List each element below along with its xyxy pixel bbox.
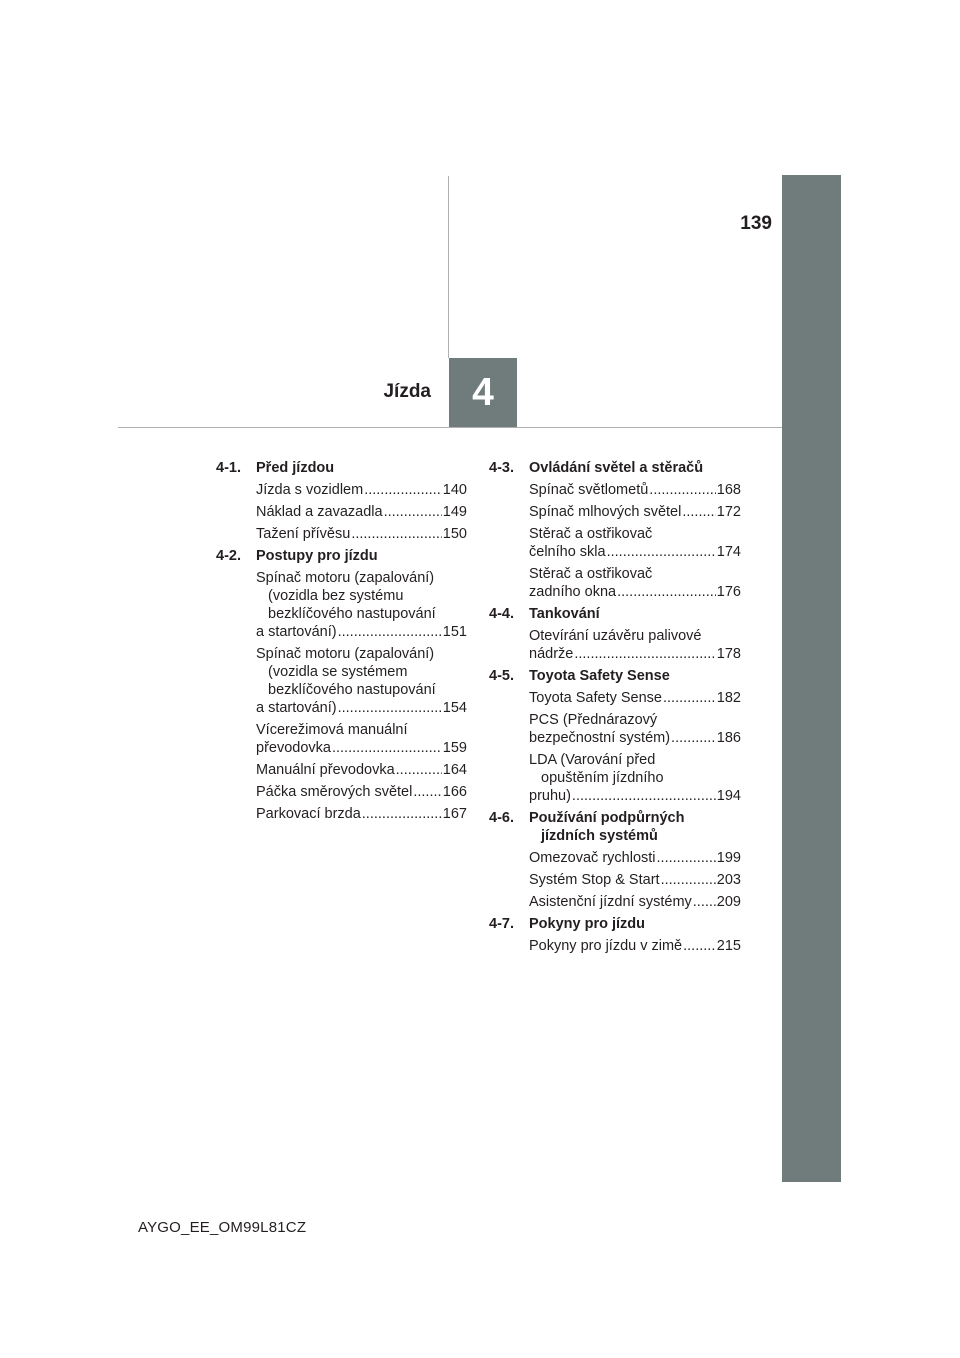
entry-last-line bbox=[529, 893, 741, 911]
section-title-line: Toyota Safety Sense bbox=[529, 668, 670, 684]
entry-page-number: 164 bbox=[442, 762, 467, 778]
toc-entry[interactable] bbox=[529, 893, 741, 911]
dot-leader bbox=[607, 543, 716, 561]
entry-last-line bbox=[529, 937, 741, 955]
entry-text: a startování) bbox=[256, 624, 337, 640]
entry-last-line bbox=[256, 761, 467, 779]
section-heading bbox=[489, 915, 741, 933]
entry-text: zadního okna bbox=[529, 584, 617, 600]
entry-text: čelního skla bbox=[529, 544, 606, 560]
entry-last-line bbox=[256, 739, 467, 757]
page-number: 139 bbox=[740, 213, 772, 234]
dot-leader bbox=[657, 849, 716, 867]
entry-text: Páčka směrových světel bbox=[256, 784, 413, 800]
entry-text: Jízda s vozidlem bbox=[256, 482, 364, 498]
entry-last-line bbox=[529, 849, 741, 867]
toc-entry[interactable] bbox=[529, 937, 741, 955]
section-heading bbox=[489, 605, 741, 623]
entry-last-line bbox=[529, 543, 741, 561]
toc-entry[interactable] bbox=[256, 525, 467, 543]
section-title bbox=[529, 459, 741, 477]
entry-last-line bbox=[256, 783, 467, 801]
entry-text: pruhu) bbox=[529, 788, 571, 804]
dot-leader bbox=[351, 525, 441, 543]
entry-page-number: 150 bbox=[442, 526, 467, 542]
entry-page-number: 178 bbox=[716, 646, 741, 662]
toc-entry[interactable] bbox=[256, 481, 467, 499]
horizontal-divider bbox=[118, 427, 782, 428]
toc-left-column bbox=[216, 459, 467, 827]
section-heading bbox=[216, 459, 467, 477]
entry-text: nádrže bbox=[529, 646, 574, 662]
section-title bbox=[256, 547, 467, 565]
entry-text: Spínač světlometů bbox=[529, 482, 649, 498]
entry-last-line bbox=[256, 623, 467, 641]
entry-page-number: 167 bbox=[442, 806, 467, 822]
toc-entry[interactable] bbox=[529, 871, 741, 889]
toc-entry[interactable] bbox=[529, 565, 741, 601]
entry-page-number: 199 bbox=[716, 850, 741, 866]
entry-page-number: 166 bbox=[442, 784, 467, 800]
section-number: 4-6. bbox=[489, 810, 514, 826]
toc-entry[interactable] bbox=[256, 569, 467, 641]
side-chapter-tab bbox=[782, 175, 841, 1182]
toc-entry[interactable] bbox=[529, 751, 741, 805]
entry-page-number: 151 bbox=[442, 624, 467, 640]
section-number: 4-5. bbox=[489, 668, 514, 684]
section-title-line: Pokyny pro jízdu bbox=[529, 916, 646, 932]
entry-last-line bbox=[256, 481, 467, 499]
entry-last-line bbox=[529, 645, 741, 663]
toc-entry[interactable] bbox=[256, 645, 467, 717]
entry-text: Omezovač rychlosti bbox=[529, 850, 656, 866]
dot-leader bbox=[396, 761, 442, 779]
section-title bbox=[529, 809, 741, 845]
chapter-title: Jízda bbox=[383, 381, 431, 402]
entry-last-line bbox=[256, 699, 467, 717]
dot-leader bbox=[693, 893, 716, 911]
section-heading bbox=[216, 547, 467, 565]
section-number: 4-7. bbox=[489, 916, 514, 932]
entry-last-line bbox=[529, 481, 741, 499]
toc-entry[interactable] bbox=[256, 761, 467, 779]
entry-text-line: Spínač motoru (zapalování) bbox=[256, 646, 435, 662]
section-title-line: Tankování bbox=[529, 606, 600, 622]
toc-entry[interactable] bbox=[256, 783, 467, 801]
section-heading bbox=[489, 809, 741, 845]
section-title-line: jízdních systémů bbox=[541, 828, 658, 844]
section-number: 4-1. bbox=[216, 460, 241, 476]
entry-text-line: PCS (Přednárazový bbox=[529, 712, 658, 728]
dot-leader bbox=[384, 503, 442, 521]
section-title bbox=[529, 667, 741, 685]
entry-page-number: 140 bbox=[442, 482, 467, 498]
dot-leader bbox=[574, 645, 715, 663]
entry-text: Spínač mlhových světel bbox=[529, 504, 682, 520]
entry-text-line: Otevírání uzávěru palivové bbox=[529, 628, 702, 644]
dot-leader bbox=[649, 481, 716, 499]
toc-section bbox=[216, 547, 467, 823]
toc-section bbox=[489, 915, 741, 955]
entry-page-number: 159 bbox=[442, 740, 467, 756]
dot-leader bbox=[362, 805, 442, 823]
entry-text-line: Spínač motoru (zapalování) bbox=[256, 570, 435, 586]
section-heading bbox=[489, 459, 741, 477]
entry-text-line: bezklíčového nastupování bbox=[268, 606, 436, 622]
toc-entry[interactable] bbox=[256, 805, 467, 823]
entry-last-line bbox=[529, 729, 741, 747]
entry-text: Parkovací brzda bbox=[256, 806, 361, 822]
chapter-number-box: 4 bbox=[449, 358, 517, 427]
dot-leader bbox=[661, 871, 716, 889]
dot-leader bbox=[338, 623, 442, 641]
entry-last-line bbox=[529, 583, 741, 601]
entry-text: a startování) bbox=[256, 700, 337, 716]
entry-text-line: Stěrač a ostřikovač bbox=[529, 566, 653, 582]
entry-text-line: Vícerežimová manuální bbox=[256, 722, 408, 738]
entry-text: Tažení přívěsu bbox=[256, 526, 351, 542]
dot-leader bbox=[683, 937, 716, 955]
entry-text-line: (vozidla se systémem bbox=[268, 664, 408, 680]
dot-leader bbox=[332, 739, 442, 757]
toc-right-column bbox=[489, 459, 741, 959]
entry-last-line bbox=[529, 787, 741, 805]
toc-section bbox=[489, 459, 741, 601]
toc-entry[interactable] bbox=[256, 503, 467, 521]
section-title-line: Ovládání světel a stěračů bbox=[529, 460, 704, 476]
dot-leader bbox=[338, 699, 442, 717]
toc-section bbox=[216, 459, 467, 543]
toc-entry[interactable] bbox=[529, 503, 741, 521]
entry-page-number: 182 bbox=[716, 690, 741, 706]
entry-page-number: 174 bbox=[716, 544, 741, 560]
entry-text: Pokyny pro jízdu v zimě bbox=[529, 938, 683, 954]
entry-last-line bbox=[256, 805, 467, 823]
entry-page-number: 215 bbox=[716, 938, 741, 954]
section-heading bbox=[489, 667, 741, 685]
entry-page-number: 176 bbox=[716, 584, 741, 600]
toc-section bbox=[489, 809, 741, 911]
entry-page-number: 203 bbox=[716, 872, 741, 888]
entry-text: Systém Stop & Start bbox=[529, 872, 660, 888]
entry-page-number: 186 bbox=[716, 730, 741, 746]
entry-text-line: Stěrač a ostřikovač bbox=[529, 526, 653, 542]
entry-last-line bbox=[256, 503, 467, 521]
toc-entry[interactable] bbox=[529, 711, 741, 747]
entry-text: Manuální převodovka bbox=[256, 762, 395, 778]
toc-section bbox=[489, 667, 741, 805]
entry-text: převodovka bbox=[256, 740, 331, 756]
dot-leader bbox=[663, 689, 716, 707]
entry-page-number: 194 bbox=[716, 788, 741, 804]
section-title bbox=[529, 915, 741, 933]
section-title bbox=[529, 605, 741, 623]
entry-last-line bbox=[529, 689, 741, 707]
entry-text-line: opuštěním jízdního bbox=[541, 770, 664, 786]
entry-last-line bbox=[529, 503, 741, 521]
entry-text: Toyota Safety Sense bbox=[529, 690, 662, 706]
entry-text-line: LDA (Varování před bbox=[529, 752, 656, 768]
entry-text-line: bezklíčového nastupování bbox=[268, 682, 436, 698]
section-title bbox=[256, 459, 467, 477]
section-title-line: Postupy pro jízdu bbox=[256, 548, 378, 564]
section-title-line: Používání podpůrných bbox=[529, 810, 685, 826]
toc-entry[interactable] bbox=[529, 481, 741, 499]
entry-page-number: 168 bbox=[716, 482, 741, 498]
entry-page-number: 172 bbox=[716, 504, 741, 520]
entry-last-line bbox=[256, 525, 467, 543]
dot-leader bbox=[572, 787, 716, 805]
toc-entry[interactable] bbox=[256, 721, 467, 757]
dot-leader bbox=[671, 729, 716, 747]
dot-leader bbox=[682, 503, 715, 521]
document-code: AYGO_EE_OM99L81CZ bbox=[138, 1219, 307, 1236]
entry-text: Náklad a zavazadla bbox=[256, 504, 383, 520]
entry-text: Asistenční jízdní systémy bbox=[529, 894, 692, 910]
entry-text-line: (vozidla bez systému bbox=[268, 588, 404, 604]
toc-section bbox=[489, 605, 741, 663]
toc-entry[interactable] bbox=[529, 525, 741, 561]
entry-page-number: 154 bbox=[442, 700, 467, 716]
section-number: 4-3. bbox=[489, 460, 514, 476]
entry-page-number: 209 bbox=[716, 894, 741, 910]
dot-leader bbox=[364, 481, 442, 499]
vertical-divider bbox=[448, 176, 449, 358]
section-number: 4-2. bbox=[216, 548, 241, 564]
entry-page-number: 149 bbox=[442, 504, 467, 520]
dot-leader bbox=[617, 583, 716, 601]
entry-last-line bbox=[529, 871, 741, 889]
section-title-line: Před jízdou bbox=[256, 460, 335, 476]
entry-text: bezpečnostní systém) bbox=[529, 730, 671, 746]
toc-entry[interactable] bbox=[529, 849, 741, 867]
dot-leader bbox=[413, 783, 441, 801]
toc-entry[interactable] bbox=[529, 689, 741, 707]
toc-entry[interactable] bbox=[529, 627, 741, 663]
section-number: 4-4. bbox=[489, 606, 514, 622]
